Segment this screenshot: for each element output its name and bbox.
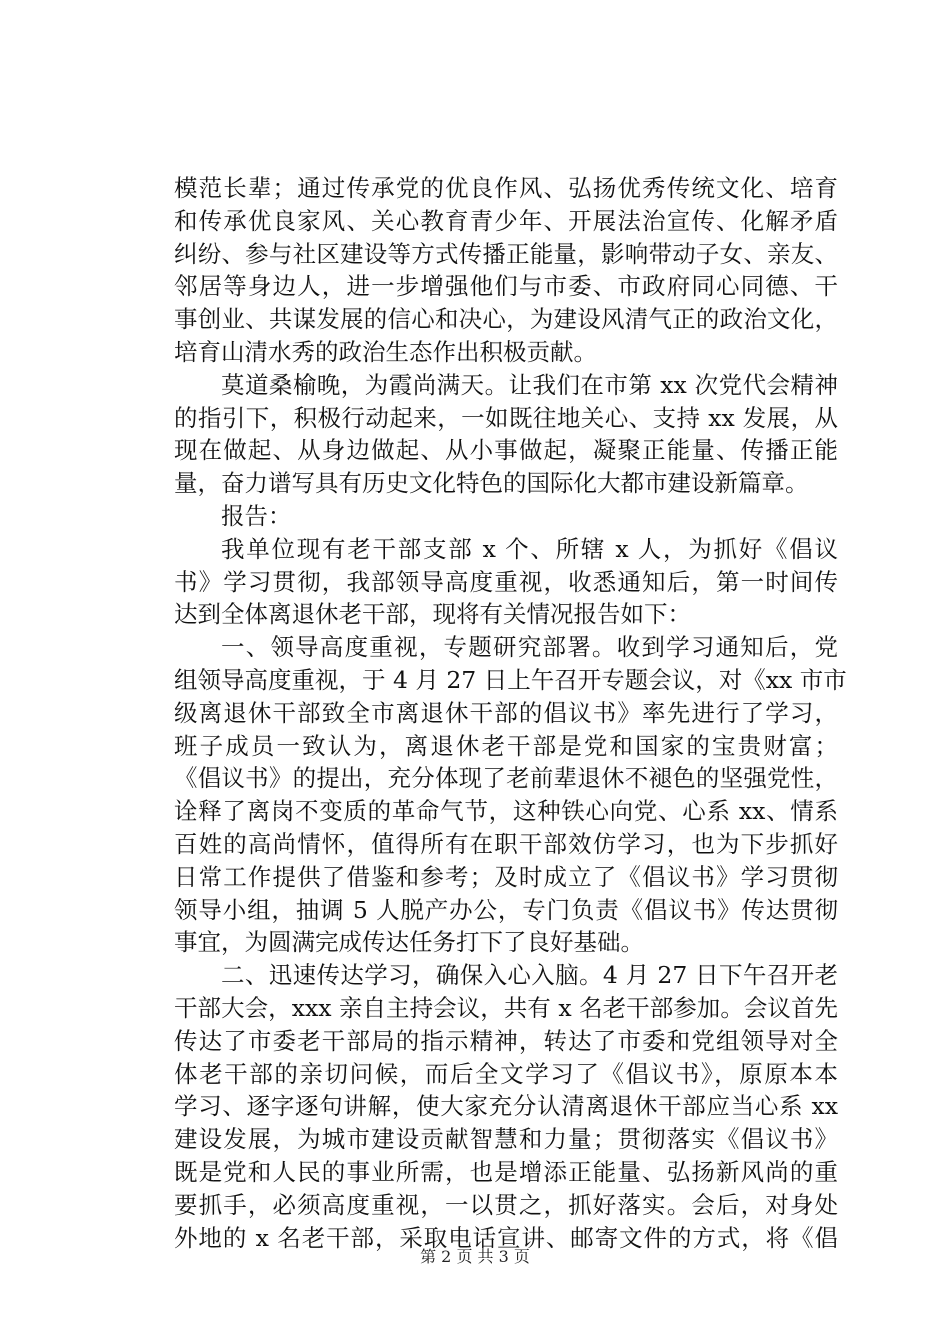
text-line: 事创业、共谋发展的信心和决心，为建设风清气正的政治文化， [174, 305, 838, 334]
text-line: 邻居等身边人，进一步增强他们与市委、市政府同心同德、干 [174, 272, 838, 301]
text-line: 现在做起、从身边做起、从小事做起，凝聚正能量、传播正能 [174, 436, 838, 465]
text-line: 和传承优良家风、关心教育青少年、开展法治宣传、化解矛盾 [174, 206, 838, 235]
text-line: 级离退休干部致全市离退休干部的倡议书》率先进行了学习， [174, 698, 838, 727]
text-line: 传达了市委老干部局的指示精神，转达了市委和党组领导对全 [174, 1026, 838, 1055]
text-line: 莫道桑榆晚，为霞尚满天。让我们在市第 xx 次党代会精神 [221, 370, 838, 399]
text-line: 模范长辈；通过传承党的优良作风、弘扬优秀传统文化、培育 [174, 174, 838, 202]
text-line: 组领导高度重视，于 4 月 27 日上午召开专题会议，对《xx 市市 [174, 665, 847, 694]
document-body [174, 172, 847, 1254]
text-line: 干部大会，xxx 亲自主持会议，共有 x 名老干部参加。会议首先 [174, 993, 838, 1022]
text-line: 报告： [221, 501, 292, 530]
text-line: 日常工作提供了借鉴和参考；及时成立了《倡议书》学习贯彻 [174, 862, 838, 891]
text-line: 领导小组，抽调 5 人脱产办公，专门负责《倡议书》传达贯彻 [174, 895, 838, 924]
page-footer [0, 1244, 950, 1267]
text-line: 我单位现有老干部支部 x 个、所辖 x 人，为抓好《倡议 [221, 534, 838, 563]
text-line: 量，奋力谱写具有历史文化特色的国际化大都市建设新篇章。 [174, 469, 809, 498]
text-line: 二、迅速传达学习，确保入心入脑。4 月 27 日下午召开老 [221, 961, 838, 990]
text-line: 百姓的高尚情怀，值得所有在职干部效仿学习，也为下步抓好 [174, 829, 838, 858]
text-line: 要抓手，必须高度重视，一以贯之，抓好落实。会后，对身处 [174, 1190, 838, 1219]
text-line: 体老干部的亲切问候，而后全文学习了《倡议书》，原原本本 [174, 1059, 838, 1088]
text-line: 班子成员一致认为，离退休老干部是党和国家的宝贵财富； [174, 731, 838, 760]
text-line: 既是党和人民的事业所需，也是增添正能量、弘扬新风尚的重 [174, 1157, 838, 1186]
text-line: 建设发展，为城市建设贡献智慧和力量；贯彻落实《倡议书》 [174, 1125, 838, 1154]
text-line: 学习、逐字逐句讲解，使大家充分认清离退休干部应当心系 xx [174, 1092, 838, 1121]
text-line: 事宜，为圆满完成传达任务打下了良好基础。 [174, 928, 644, 957]
text-line: 的指引下，积极行动起来，一如既往地关心、支持 xx 发展，从 [174, 403, 838, 432]
text-line: 书》学习贯彻，我部领导高度重视，收悉通知后，第一时间传 [174, 567, 838, 596]
text-line: 《倡议书》的提出，充分体现了老前辈退休不褪色的坚强党性， [174, 764, 838, 793]
page-number: 第 2 页 共 3 页 [420, 1247, 530, 1266]
text-line: 达到全体离退休老干部，现将有关情况报告如下： [174, 600, 691, 629]
text-line: 纠纷、参与社区建设等方式传播正能量，影响带动子女、亲友、 [174, 239, 838, 268]
text-line: 一、领导高度重视，专题研究部署。收到学习通知后，党 [221, 633, 838, 662]
text-line: 诠释了离岗不变质的革命气节，这种铁心向党、心系 xx、情系 [174, 797, 838, 826]
text-line: 培育山清水秀的政治生态作出积极贡献。 [174, 337, 597, 366]
text-line: 外地的 x 名老干部，采取电话宣讲、邮寄文件的方式，将《倡 [174, 1223, 838, 1252]
